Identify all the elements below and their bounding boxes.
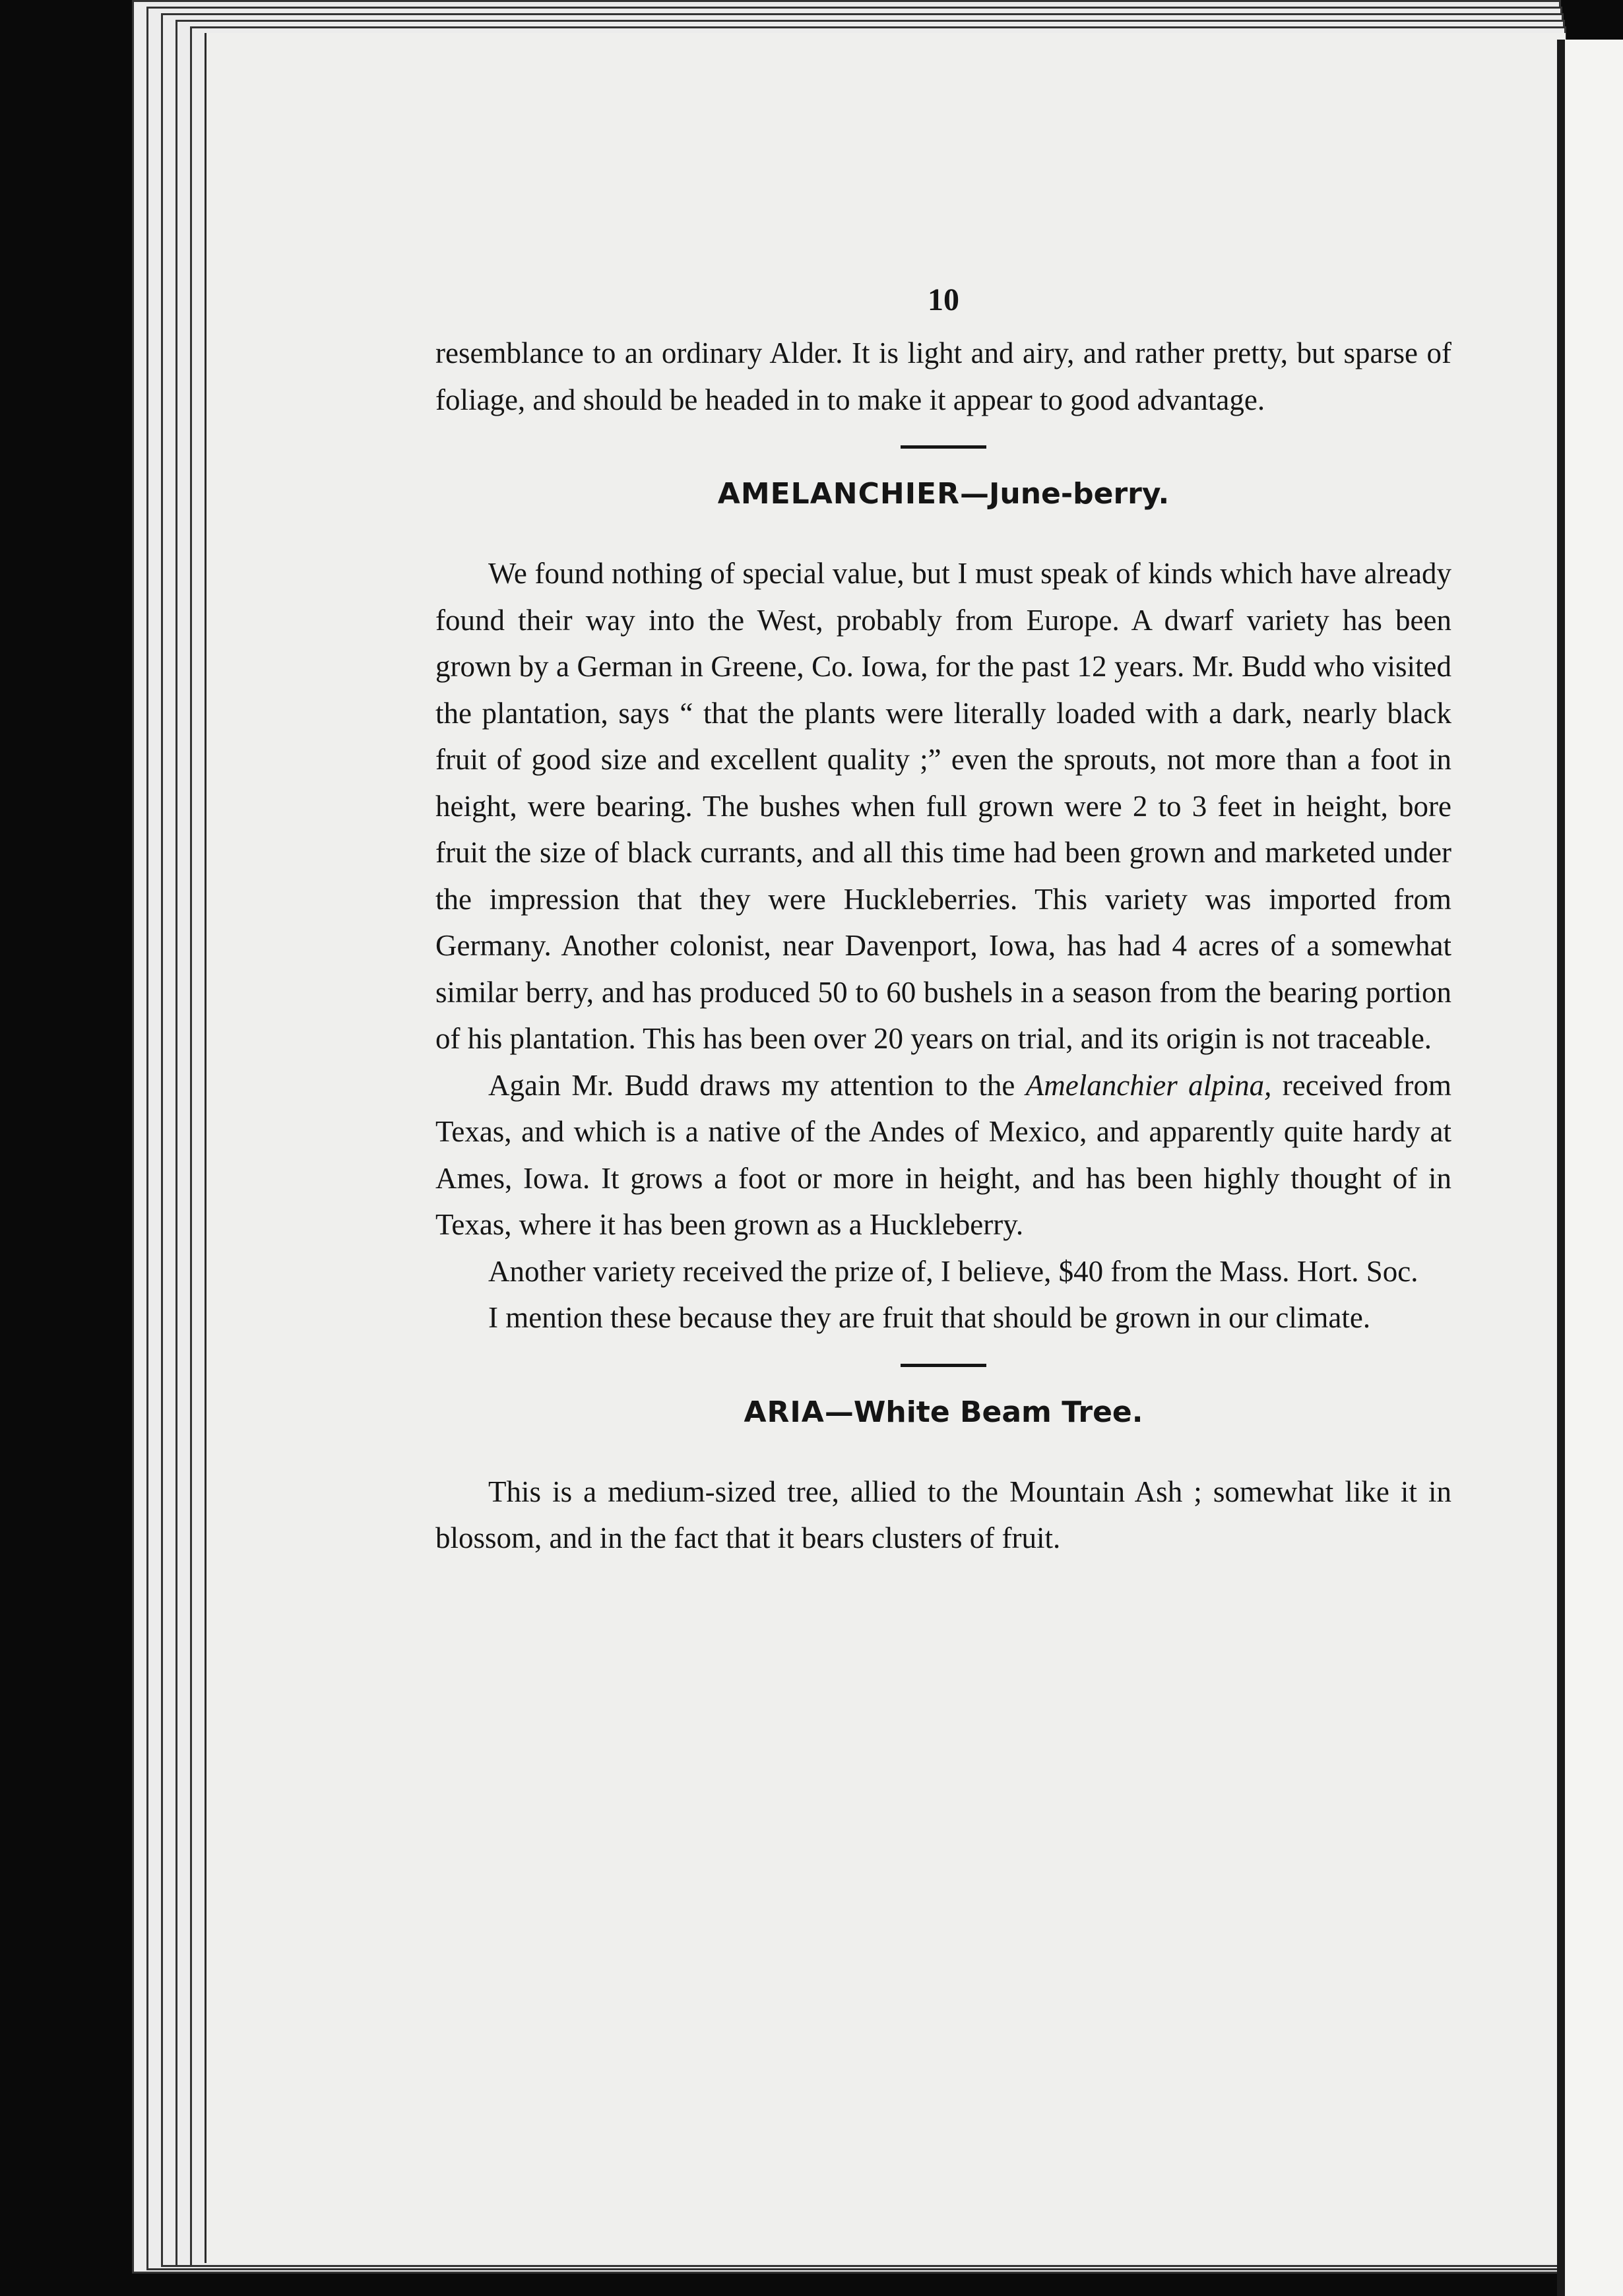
paragraph: [435, 1062, 1451, 1248]
section-heading-amelanchier: [435, 471, 1451, 517]
continued-paragraph: resemblance to an ordinary Alder. It is light and airy, and rather pretty, but sparse of foliage, and should be headed in to make it appear to good advantage.: [435, 336, 1451, 416]
heading-main: ARIA: [744, 1395, 825, 1429]
page-number: 10: [928, 282, 959, 317]
paragraph: Another variety received the prize of, I believe, $40 from the Mass. Hort. Soc.: [488, 1254, 1418, 1288]
text-run: received from Texas, and which is a native of the Andes of Mexico, and apparently quite hardy at Ames, Iowa. It grows a foot or more in height, and has been highly thought of in Texas, where it has been grown as a Huckleberry.: [435, 1068, 1451, 1241]
paragraph: I mention these because they are fruit that should be grown in our climate.: [488, 1301, 1371, 1334]
section-heading-aria: [435, 1389, 1451, 1436]
paragraph: We found nothing of special value, but I must speak of kinds which have already found their way into the West, probably from Europe. A dwarf variety has been grown by a German in Greene, Co. Iowa, for the past 12 years. Mr. Budd who visited the plantation, says “ that the plants were literally loaded with a dark, nearly black fruit of good size and excellent quality ;” even the sprouts, not more than a foot in height, were bearing. The bushes when full grown were 2 to 3 feet in height, bore fruit the size of black currants, and all this time had been grown and marketed under the impression that they were Huckleberries. This variety was imported from Germany. Another colonist, near Davenport, Iowa, has had 4 acres of a somewhat similar berry, and has produced 50 to 60 bushels in a season from the bearing portion of his plantation. This has been over 20 years on trial, and its origin is not traceable.: [435, 557, 1451, 1055]
page-text-block: [435, 277, 1451, 1562]
italic-species-name: Amelanchier alpina,: [1025, 1068, 1272, 1102]
paragraph: This is a medium-sized tree, allied to the Mountain Ash ; somewhat like it in blossom, and in the fact that it bears clusters of fruit.: [435, 1475, 1451, 1554]
section-divider: [901, 445, 986, 449]
text-run: Again Mr. Budd draws my attention to the: [488, 1068, 1026, 1102]
heading-sub: —June-berry.: [960, 477, 1170, 511]
facing-page-edge: [1565, 40, 1623, 2296]
heading-sub: —White Beam Tree.: [824, 1395, 1143, 1429]
book-spine: [1557, 40, 1565, 2296]
section-divider: [901, 1364, 986, 1367]
heading-main: AMELANCHIER: [717, 477, 960, 511]
